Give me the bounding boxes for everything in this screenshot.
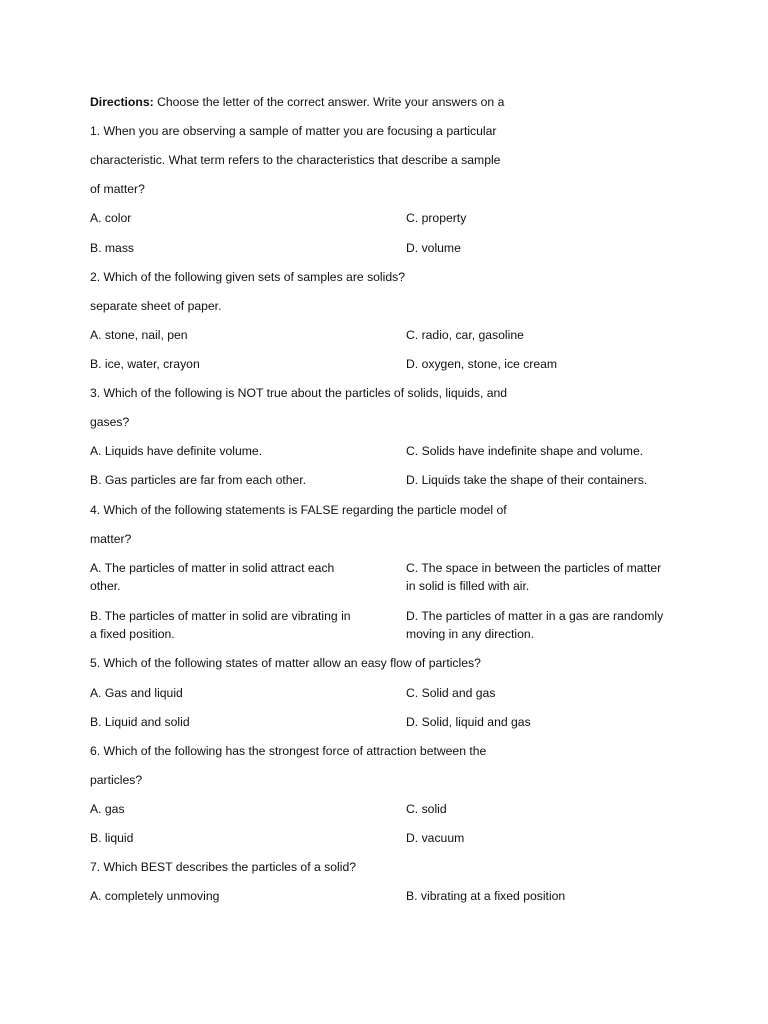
question-1-choice-b: B. mass xyxy=(90,241,135,255)
question-4-choice-d: D. The particles of matter in a gas are randomly moving in any direction. xyxy=(406,609,664,641)
question-2-choice-b: B. ice, water, crayon xyxy=(90,357,200,371)
question-5-choice-d: D. Solid, liquid and gas xyxy=(406,715,531,729)
question-3-line-1: 3. Which of the following is NOT true about the particles of solids, liquids, and xyxy=(90,386,508,400)
question-6-line-1: 6. Which of the following has the strongest force of attraction between the xyxy=(90,744,487,758)
question-7-choice-a: A. completely unmoving xyxy=(90,889,220,903)
question-4-line-2: matter? xyxy=(90,532,132,546)
question-6-choice-d: D. vacuum xyxy=(406,831,465,845)
question-5-line-1: 5. Which of the following states of matter allow an easy flow of particles? xyxy=(90,656,481,670)
question-7-line-1: 7. Which BEST describes the particles of a solid? xyxy=(90,860,356,874)
question-3-choice-c: C. Solids have indefinite shape and volume. xyxy=(406,444,644,458)
question-4-line-1: 4. Which of the following statements is FALSE regarding the particle model of xyxy=(90,503,507,517)
question-4-choice-c: C. The space in between the particles of matter in solid is filled with air. xyxy=(406,561,662,593)
question-2-choice-d: D. oxygen, stone, ice cream xyxy=(406,357,558,371)
question-3-line-2: gases? xyxy=(90,415,130,429)
directions-line xyxy=(90,94,504,110)
question-3-choice-d: D. Liquids take the shape of their containers. xyxy=(406,473,648,487)
question-2-choice-c: C. radio, car, gasoline xyxy=(406,328,524,342)
question-1-line-3: of matter? xyxy=(90,182,145,196)
directions-text: Choose the letter of the correct answer. Write your answers on a xyxy=(157,95,505,109)
question-7-choice-b: B. vibrating at a fixed position xyxy=(406,889,566,903)
question-2-choice-a: A. stone, nail, pen xyxy=(90,328,188,342)
question-5-choice-b: B. Liquid and solid xyxy=(90,715,190,729)
question-6-choice-a: A. gas xyxy=(90,802,125,816)
question-1-choice-a: A. color xyxy=(90,211,132,225)
question-3-choice-b: B. Gas particles are far from each other. xyxy=(90,473,307,487)
question-5-choice-c: C. Solid and gas xyxy=(406,686,496,700)
question-1-line-1: 1. When you are observing a sample of matter you are focusing a particular xyxy=(90,124,497,138)
question-6-line-2: particles? xyxy=(90,773,143,787)
question-6-choice-c: C. solid xyxy=(406,802,447,816)
question-5-choice-a: A. Gas and liquid xyxy=(90,686,183,700)
question-1-choice-d: D. volume xyxy=(406,241,461,255)
question-1-line-2: characteristic. What term refers to the characteristics that describe a sample xyxy=(90,153,501,167)
question-3-choice-a: A. Liquids have definite volume. xyxy=(90,444,263,458)
question-4-choice-b: B. The particles of matter in solid are vibrating in a fixed position. xyxy=(90,609,351,641)
question-4-choice-a: A. The particles of matter in solid attract each other. xyxy=(90,561,335,593)
question-1-choice-c: C. property xyxy=(406,211,467,225)
question-6-choice-b: B. liquid xyxy=(90,831,134,845)
directions-label: Directions: xyxy=(90,95,154,109)
question-2-line-1: 2. Which of the following given sets of samples are solids? xyxy=(90,270,406,284)
question-2-line-2: separate sheet of paper. xyxy=(90,299,222,313)
